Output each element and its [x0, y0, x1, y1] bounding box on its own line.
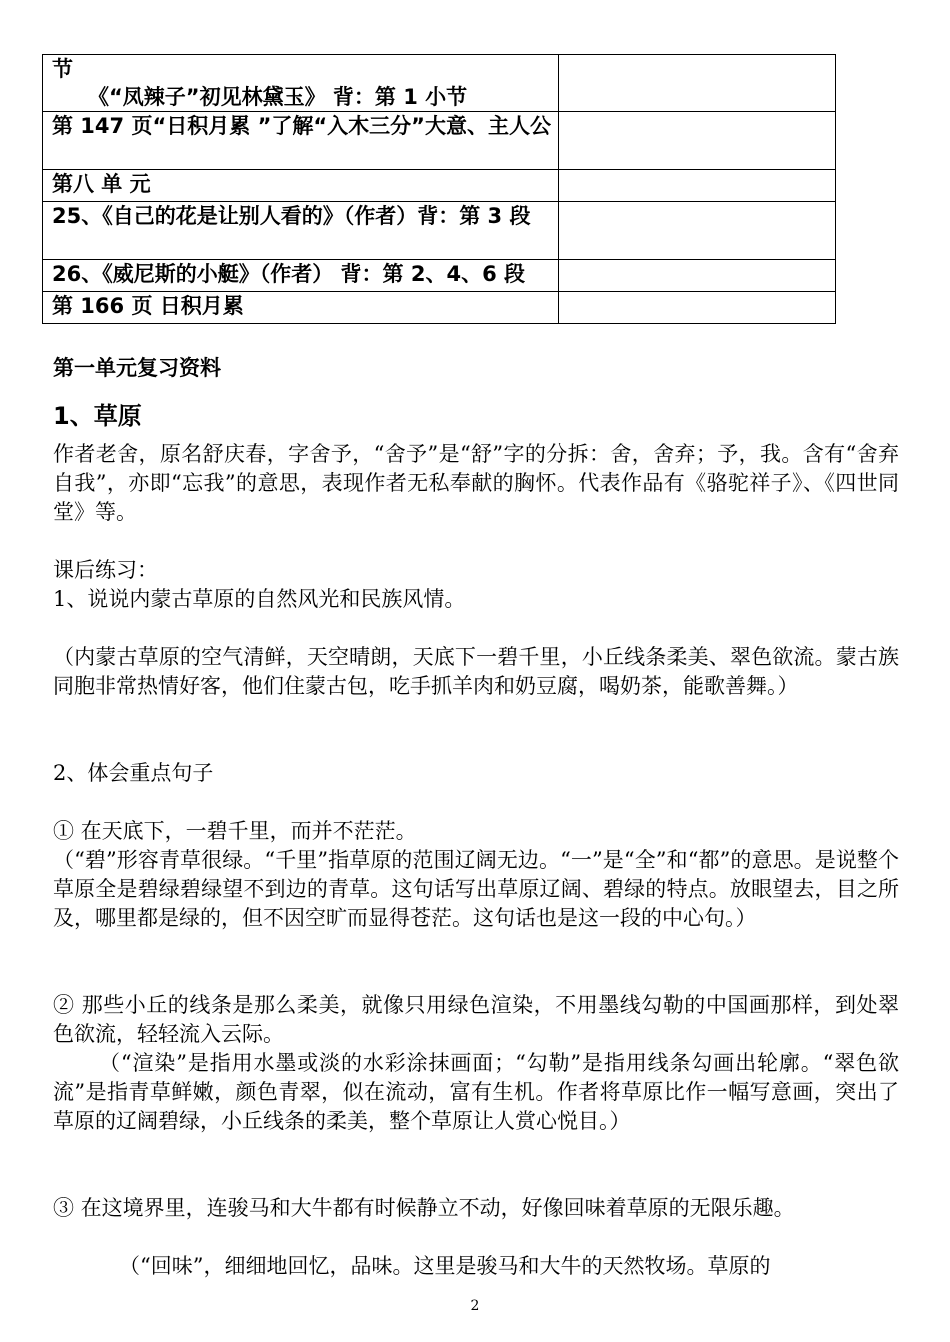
table-row: [43, 292, 836, 324]
table-row: [43, 170, 836, 202]
table-cell-empty: [558, 170, 835, 202]
page-number: 2: [470, 1298, 480, 1314]
table-row: [43, 112, 836, 170]
sentence-2-note: （“渲染”是指用水墨或淡的水彩涂抹画面；“勾勒”是指用线条勾画出轮廓。“翠色欲流”是指青草鲜嫩，颜色青翠，似在流动，富有生机。作者将草原比作一幅写意画，突出了草原的辽阔碧绿，小丘线条的柔美，整个草原让人赏心悦目。）: [53, 1051, 899, 1133]
table-row: [43, 202, 836, 260]
table-cell: [43, 112, 559, 170]
cell-text: 25、《自己的花是让别人看的》（作者）背：第 3 段: [52, 204, 531, 228]
question-2: 2、体会重点句子: [53, 761, 214, 785]
exercises-label: 课后练习：: [53, 558, 158, 582]
table-cell-empty: [558, 112, 835, 170]
sentence-1-note: （“碧”形容青草很绿。“千里”指草原的范围辽阔无边。“一”是“全”和“都”的意思。是说整个草原全是碧绿碧绿望不到边的青草。这句话写出草原辽阔、碧绿的特点。放眼望去，目之所及，哪里都是绿的，但不因空旷而显得苍茫。这句话也是这一段的中心句。）: [53, 848, 899, 930]
sentence-1: ① 在天底下，一碧千里，而并不茫茫。: [53, 819, 417, 843]
sentence-2: ② 那些小丘的线条是那么柔美，就像只用绿色渲染，不用墨线勾勒的中国画那样，到处翠色欲流，轻轻流入云际。: [53, 993, 899, 1046]
table-cell-empty: [558, 55, 835, 112]
cell-text: 第八 单 元: [52, 172, 151, 196]
table-row: [43, 260, 836, 292]
table-cell-empty: [558, 260, 835, 292]
author-intro: 作者老舍，原名舒庆春，字舍予，“舍予”是“舒”字的分拆：舍，舍弃；予，我。含有“舍弃自我”，亦即“忘我”的意思，表现作者无私奉献的胸怀。代表作品有《骆驼祥子》、《四世同堂》等。: [53, 442, 899, 524]
answer-1: （内蒙古草原的空气清鲜，天空晴朗，天底下一碧千里，小丘线条柔美、翠色欲流。蒙古族同胞非常热情好客，他们住蒙古包，吃手抓羊肉和奶豆腐，喝奶茶，能歌善舞。）: [53, 645, 899, 698]
table-cell: [43, 170, 559, 202]
table-cell: [43, 202, 559, 260]
lesson-heading: 1、草原: [53, 402, 142, 430]
cell-text: 节: [52, 57, 73, 81]
table-cell-empty: [558, 292, 835, 324]
cell-text: 《“凤辣子”初见林黛玉》 背：第 1 小节: [88, 85, 468, 109]
cell-text: 第 147 页“日积月累 ”了解“入木三分”大意、主人公: [52, 114, 551, 138]
outline-table: [42, 54, 836, 324]
table-row: [43, 55, 836, 112]
sentence-3-note: （“回味”，细细地回忆，品味。这里是骏马和大牛的天然牧场。草原的: [119, 1254, 771, 1278]
table-cell-empty: [558, 202, 835, 260]
unit-heading: 第一单元复习资料: [53, 356, 221, 380]
question-1: 1、说说内蒙古草原的自然风光和民族风情。: [53, 587, 466, 611]
table-cell: [43, 260, 559, 292]
cell-text: 26、《威尼斯的小艇》（作者） 背：第 2、4、6 段: [52, 262, 525, 286]
table-cell: [43, 292, 559, 324]
sentence-3: ③ 在这境界里，连骏马和大牛都有时候静立不动，好像回味着草原的无限乐趣。: [53, 1196, 795, 1220]
cell-text: 第 166 页 日积月累: [52, 294, 244, 318]
table-cell: [43, 55, 559, 112]
